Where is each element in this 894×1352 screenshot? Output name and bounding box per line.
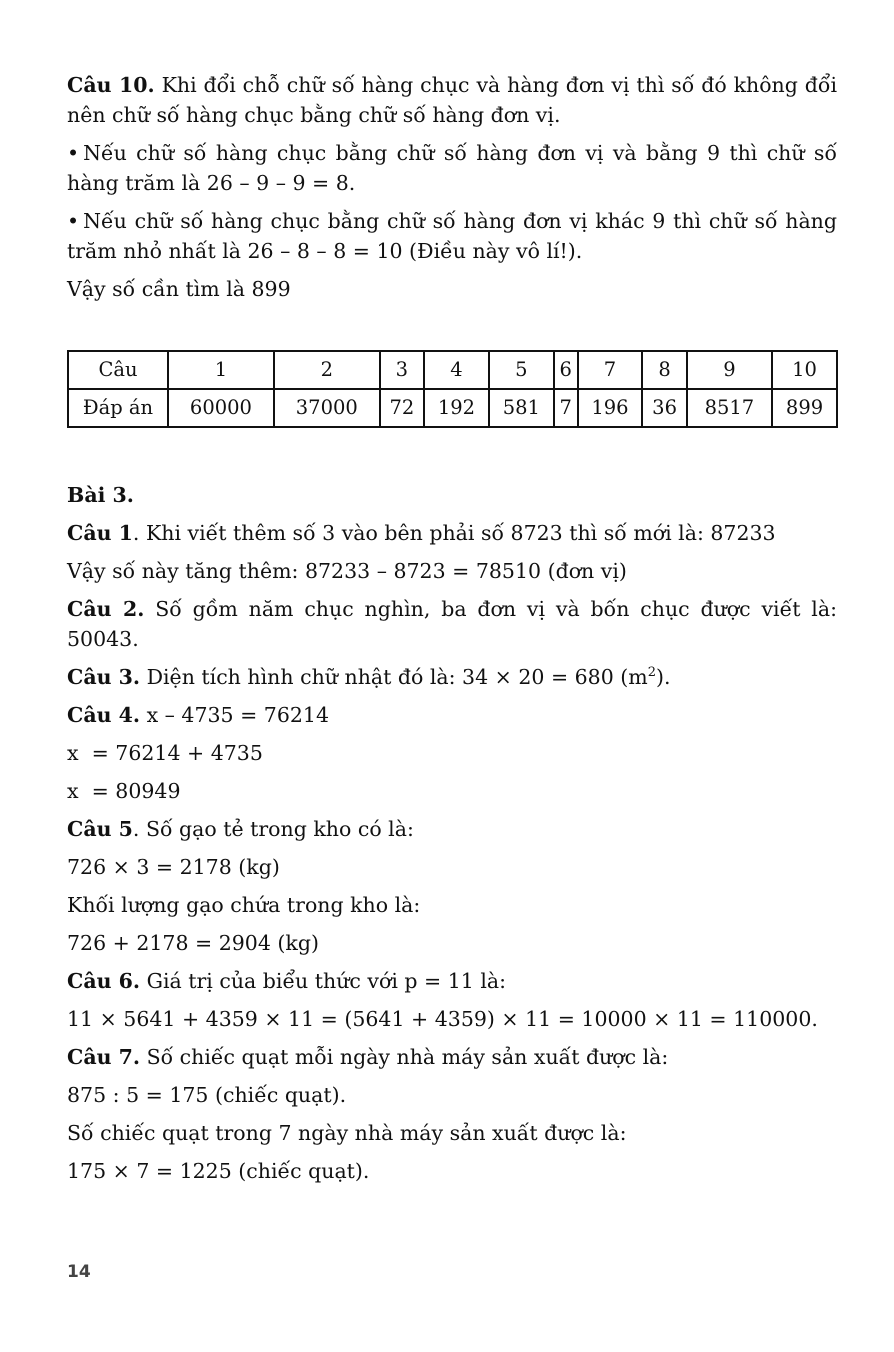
c7-paragraph <box>67 1042 837 1072</box>
c5-text: . Số gạo tẻ trong kho có là: <box>132 817 414 841</box>
answer-row-header: Đáp án <box>68 389 168 427</box>
question-cell: 4 <box>424 351 489 389</box>
c3-end: ). <box>656 665 671 689</box>
c5-line-3: Khối lượng gạo chứa trong kho là: <box>67 893 421 917</box>
c5-line-4: 726 + 2178 = 2904 (kg) <box>67 931 319 955</box>
c7-text: Số chiếc quạt mỗi ngày nhà máy sản xuất được là: <box>140 1045 669 1069</box>
question-cell: 2 <box>274 351 380 389</box>
answer-cell: 196 <box>578 389 643 427</box>
c4-line-2: x = 76214 + 4735 <box>67 741 263 765</box>
c2-paragraph <box>67 594 837 654</box>
c1-paragraph <box>67 518 837 548</box>
answer-cell: 37000 <box>274 389 380 427</box>
question-cell: 8 <box>642 351 686 389</box>
c4-paragraph <box>67 700 837 730</box>
page-number: 14 <box>67 1262 91 1282</box>
answer-cell: 8517 <box>687 389 772 427</box>
answer-table-question-row <box>68 351 837 389</box>
answer-table <box>67 350 838 428</box>
c1-line-2: Vậy số này tăng thêm: 87233 – 8723 = 78510 (đơn vị) <box>67 559 627 583</box>
c4-text: x – 4735 = 76214 <box>140 703 330 727</box>
question-cell: 9 <box>687 351 772 389</box>
c7-line-4: 175 × 7 = 1225 (chiếc quạt). <box>67 1159 370 1183</box>
q10-text: Khi đổi chỗ chữ số hàng chục và hàng đơn vị thì số đó không đổi nên chữ số hàng chục bằng chữ số hàng đơn vị. <box>67 73 837 127</box>
c2-text: Số gồm năm chục nghìn, ba đơn vị và bốn chục được viết là: 50043. <box>67 597 837 651</box>
bai3-title <box>67 480 837 510</box>
c5-paragraph <box>67 814 837 844</box>
c2-label: Câu 2. <box>67 597 145 621</box>
c3-paragraph <box>67 662 837 692</box>
c5-label: Câu 5 <box>67 817 133 841</box>
c7-line-2: 875 : 5 = 175 (chiếc quạt). <box>67 1083 347 1107</box>
q10-conclusion: Vậy số cần tìm là 899 <box>67 277 291 301</box>
answer-cell: 899 <box>772 389 837 427</box>
bullet-icon: • <box>67 209 80 233</box>
question-cell: 5 <box>489 351 554 389</box>
c1-text: . Khi viết thêm số 3 vào bên phải số 8723 thì số mới là: 87233 <box>132 521 776 545</box>
q10-paragraph <box>67 70 837 130</box>
c6-paragraph <box>67 966 837 996</box>
question-cell: 7 <box>578 351 643 389</box>
c7-line-3: Số chiếc quạt trong 7 ngày nhà máy sản xuất được là: <box>67 1121 627 1145</box>
q10-bullet-1 <box>67 138 837 198</box>
page-content <box>67 70 837 1194</box>
q10-bullet-2-text: Nếu chữ số hàng chục bằng chữ số hàng đơn vị khác 9 thì chữ số hàng trăm nhỏ nhất là 26 – 8 – 8 = 10 (Điều này vô lí!). <box>67 209 837 263</box>
q10-bullet-1-text: Nếu chữ số hàng chục bằng chữ số hàng đơn vị và bằng 9 thì chữ số hàng trăm là 26 – 9 – 9 = 8. <box>67 141 837 195</box>
question-cell: 1 <box>168 351 274 389</box>
answer-cell: 581 <box>489 389 554 427</box>
answer-cell: 60000 <box>168 389 274 427</box>
c5-line-2: 726 × 3 = 2178 (kg) <box>67 855 280 879</box>
q10-bullet-2 <box>67 206 837 266</box>
answer-cell: 72 <box>380 389 424 427</box>
question-cell: 3 <box>380 351 424 389</box>
c3-text: Diện tích hình chữ nhật đó là: 34 × 20 = 680 (m <box>140 665 648 689</box>
question-cell: 10 <box>772 351 837 389</box>
answer-table-answer-row <box>68 389 837 427</box>
answer-cell: 7 <box>554 389 578 427</box>
bullet-icon: • <box>67 141 80 165</box>
c6-label: Câu 6. <box>67 969 141 993</box>
c6-line-2: 11 × 5641 + 4359 × 11 = (5641 + 4359) × 11 = 10000 × 11 = 110000. <box>67 1007 818 1031</box>
answer-cell: 192 <box>424 389 489 427</box>
c6-text: Giá trị của biểu thức với p = 11 là: <box>140 969 507 993</box>
c3-superscript: 2 <box>647 665 657 681</box>
c3-label: Câu 3. <box>67 665 141 689</box>
c7-label: Câu 7. <box>67 1045 141 1069</box>
c4-line-3: x = 80949 <box>67 779 181 803</box>
bai3-title-text: Bài 3. <box>67 483 134 507</box>
question-cell: 6 <box>554 351 578 389</box>
question-row-header: Câu <box>68 351 168 389</box>
answer-cell: 36 <box>642 389 686 427</box>
q10-label: Câu 10. <box>67 73 155 97</box>
c1-label: Câu 1 <box>67 521 133 545</box>
c4-label: Câu 4. <box>67 703 141 727</box>
